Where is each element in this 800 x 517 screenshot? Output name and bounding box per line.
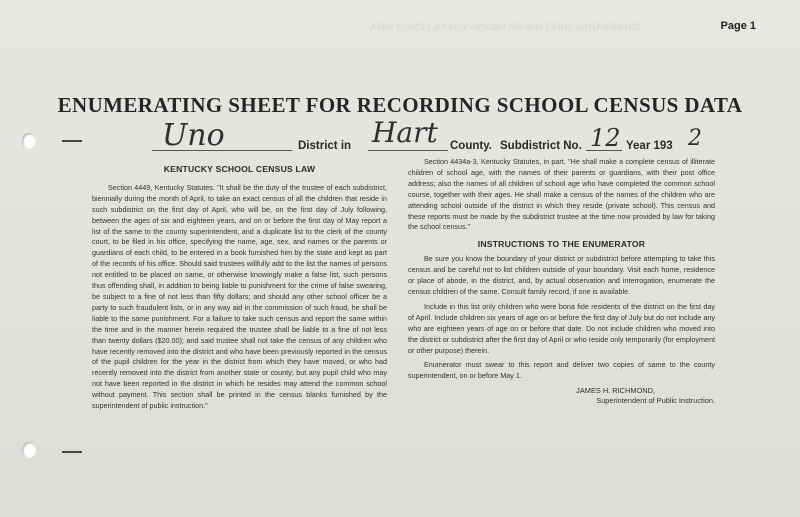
census-law-text: Section 4449, Kentucky Statutes. "It shall be the duty of the trustee of each subdistrict, biennially during the month of April, to take an exact census of all the children that reside in such subdistrict on the first day of April, who will be, on the first day of July following, between the ages of six and eighteen years, and on or before the first day of May report a list of the same to the county superintendent, and a duplicate list to the clerk of the county court, to be filed in his office, specifying the name, age, sex, and names or the parents or guardians of each child, to be entered in a book furnished him by the state and kept as part of the records of his office. Should said trustees willfully add to the list the names of persons not entitled to be placed on same, or otherwise knowingly make a false list, such persons thus offending shall, in addition to being liable to punishment for the crime of false swearing, be subject to a fine of not less than fifty dollars; and should any other school officer be a party to such fraudulent lists, or in any way aid in the commission of such fraud, he shall be liable to the same punishment. For a failure to take such census and report the same within the time and in the manner herein required the trustee shall be liable to a fine of not less than twenty dollars ($20.00); and said trustee shall not take the census of any children who have recently removed into the district and who have been previously reported in the census of the pupil children for the year in the district from which they have moved, or who had recently removed into the district from another state or county; but any pupil child who may not have been reported in the district in which he resides may attend the common school without payment. This section shall be printed in the census blanks furnished by the superintendent of public instruction." xyxy=(92,182,387,411)
section-4434-text: Section 4434a-3, Kentucky Statutes, in part. "He shall make a complete census of illiterate children of school age, with the names of their parents or guardians, with their post office address; also the names of all children of school age who have completed the common school course, together with their ages. He shall make a census of the names of the children who are attending school outside of the district in which they reside (private school). This census and these reports must be made by the subdistrict trustee at the time now provided by law for taking the school census." xyxy=(408,157,715,232)
punch-hole-bottom xyxy=(22,442,36,458)
subdistrict-number-value: 12 xyxy=(590,124,621,152)
instruction-paragraph: Be sure you know the boundary of your district or subdistrict before attempting to take this census and be careful not to list children outside of your boundary. Visit each home, residence or place of abode, in the district, and, by actual observation and interrogation, enumerate the census children of the same. Consult family record, if one is available. xyxy=(408,254,715,296)
signature-block xyxy=(408,386,715,406)
census-law-column xyxy=(92,164,387,474)
district-name-value: Uno xyxy=(162,118,225,153)
district-label: District in xyxy=(298,140,352,152)
census-law-heading: KENTUCKY SCHOOL CENSUS LAW xyxy=(163,164,316,174)
county-label: County. xyxy=(450,140,492,152)
instruction-paragraph: Include in this list only children who were bona fide residents of the district on the first day of April. Include children six years of age on or before the first day of July but do not include any who are eighteen years of age on or before that date. Do not include children who moved into the district or subdistrict after the first day of April or who reside only temporarily (for employment or other purpose) therein. xyxy=(408,301,715,355)
year-digit-value: 2 xyxy=(688,126,702,151)
punch-hole-top xyxy=(22,133,36,149)
page-title: ENUMERATING SHEET FOR RECORDING SCHOOL CENSUS DATA xyxy=(57,93,743,117)
instructions-column xyxy=(408,157,715,467)
bleed-through-text: ENUMERATING SHEET FOR RECORDING SCHOOL CENSUS DATA xyxy=(370,22,640,32)
instruction-paragraph: Enumerator must swear to this report and deliver two copies of same to the county superintendent, on or before May 1. xyxy=(408,360,715,381)
margin-mark-top xyxy=(62,140,82,142)
county-name-value: Hart xyxy=(372,116,438,149)
year-label: Year 193 xyxy=(626,140,673,152)
signature-name: JAMES H. RICHMOND, xyxy=(576,386,655,396)
instructions-heading: INSTRUCTIONS TO THE ENUMERATOR xyxy=(477,239,646,250)
signature-title: Superintendent of Public Instruction. xyxy=(596,396,715,406)
margin-mark-bottom xyxy=(62,451,82,453)
page-number: Page 1 xyxy=(720,20,756,32)
subdistrict-label: Subdistrict No. xyxy=(500,140,582,152)
county-underline xyxy=(368,150,448,151)
